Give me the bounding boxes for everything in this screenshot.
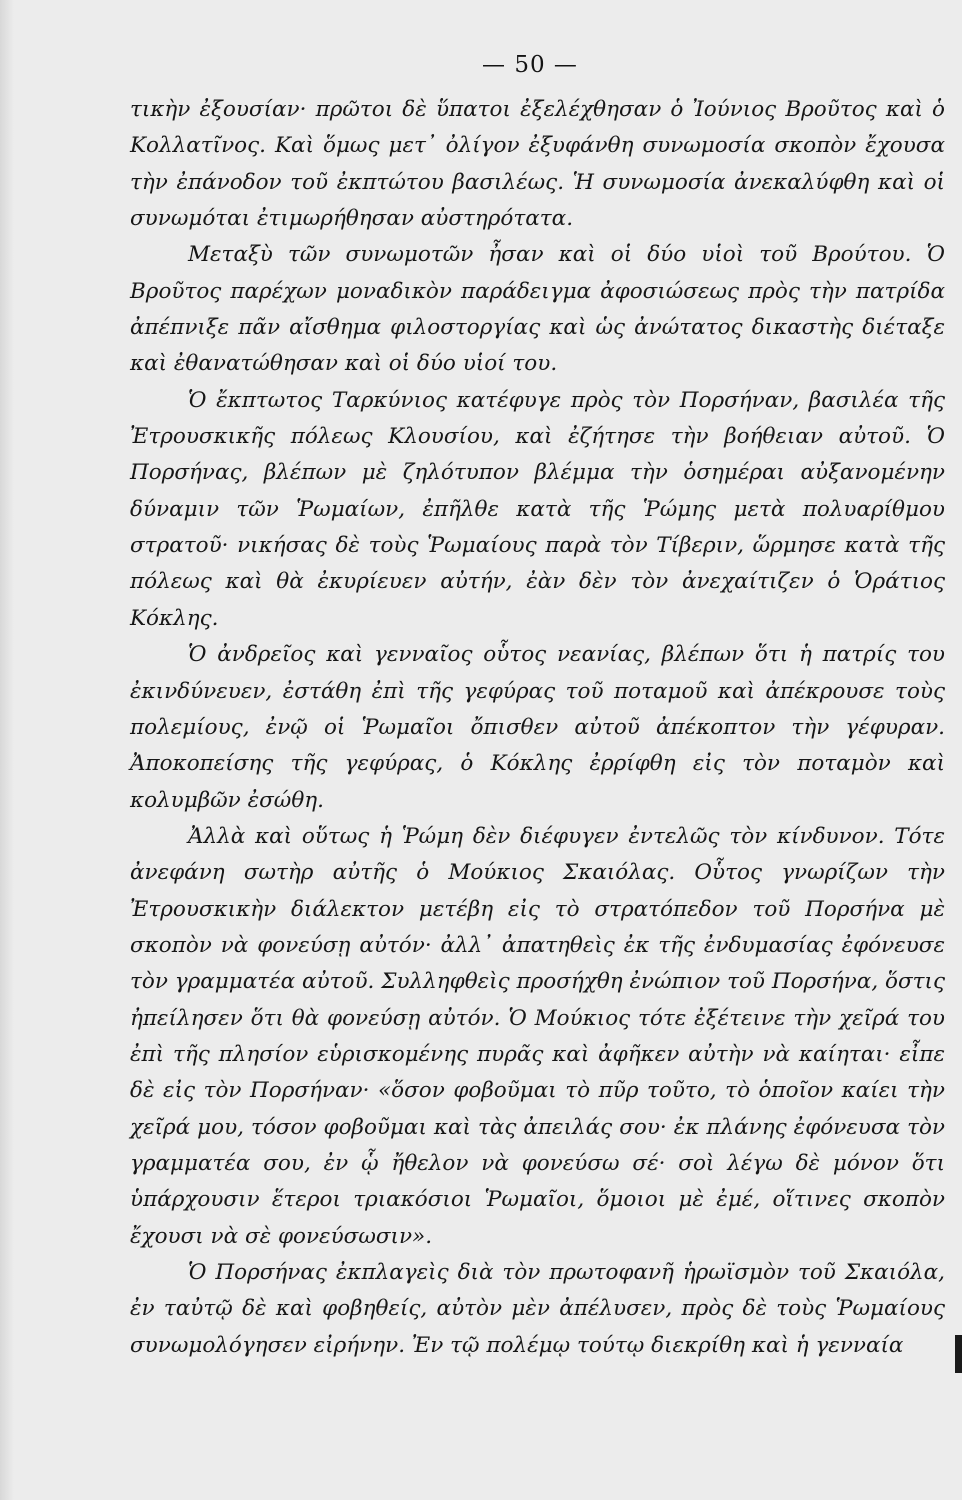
paragraph-4: Ὁ ἀνδρεῖος καὶ γενναῖος οὗτος νεανίας, βλέπων ὅτι ἡ πατρίς του ἐκινδύνευεν, ἐστάθη ἐπὶ τῆς γεφύρας τοῦ ποταμοῦ καὶ ἀπέκρουσε τοὺς πολεμίους, ἐνῷ οἱ Ῥωμαῖοι ὄπισθεν αὐτοῦ ἀπέκοπτον τὴν γέφυραν. Ἀποκοπείσης τῆς γεφύρας, ὁ Κόκλης ἐρρίφθη εἰς τὸν ποταμὸν καὶ κολυμβῶν ἐσώθη.	[130, 642, 945, 813]
body-text	[130, 92, 945, 1364]
paragraph-5: Ἀλλὰ καὶ οὕτως ἡ Ῥώμη δὲν διέφυγεν ἐντελῶς τὸν κίνδυνον. Τότε ἀνεφάνη σωτὴρ αὐτῆς ὁ Μούκιος Σκαιόλας. Οὗτος γνωρίζων τὴν Ἐτρουσκικὴν διάλεκτον μετέβη εἰς τὸ στρατόπεδον τοῦ Πορσήνα μὲ σκοπὸν νὰ φονεύσῃ αὐτόν· ἀλλ᾽ ἀπατηθεὶς ἐκ τῆς ἐνδυμασίας ἐφόνευσε τὸν γραμματέα αὐτοῦ. Συλληφθεὶς προσήχθη ἐνώπιον τοῦ Πορσήνα, ὅστις ἠπείλησεν ὅτι θὰ φονεύσῃ αὐτόν. Ὁ Μούκιος τότε ἐξέτεινε τὴν χεῖρά του ἐπὶ τῆς πλησίον εὑρισκομένης πυρᾶς καὶ ἀφῆκεν αὐτὴν νὰ καίηται· εἶπε δὲ εἰς τὸν Πορσήναν· «ὅσον φοβοῦμαι τὸ πῦρ τοῦτο, τὸ ὁποῖον καίει τὴν χεῖρά μου, τόσον φοβοῦμαι καὶ τὰς ἀπειλάς σου· ἐκ πλάνης ἐφόνευσα τὸν γραμματέα σου, ἐν ᾧ ἤθελον νὰ φονεύσω σέ· σοὶ λέγω δὲ μόνον ὅτι ὑπάρχουσιν ἕτεροι τριακόσιοι Ῥωμαῖοι, ὅμοιοι μὲ ἐμέ, οἵτινες σκοπὸν ἔχουσι νὰ σὲ φονεύσωσιν».	[130, 823, 945, 1249]
page-gutter-shadow	[0, 0, 14, 1500]
paragraph-2: Μεταξὺ τῶν συνωμοτῶν ἦσαν καὶ οἱ δύο υἱοὶ τοῦ Βρούτου. Ὁ Βροῦτος παρέχων μοναδικὸν παράδειγμα ἀφοσιώσεως πρὸς τὴν πατρίδα ἀπέπνιξε πᾶν αἴσθημα φιλοστοργίας καὶ ὡς ἀνώτατος δικαστὴς διέταξε καὶ ἐθανατώθησαν καὶ οἱ δύο υἱοί του.	[130, 242, 945, 377]
paragraph-3: Ὁ ἔκπτωτος Ταρκύνιος κατέφυγε πρὸς τὸν Πορσήναν, βασιλέα τῆς Ἐτρουσκικῆς πόλεως Κλουσίου, καὶ ἐζήτησε τὴν βοήθειαν αὐτοῦ. Ὁ Πορσήνας, βλέπων μὲ ζηλότυπον βλέμμα τὴν ὁσημέραι αὐξανομένην δύναμιν τῶν Ῥωμαίων, ἐπῆλθε κατὰ τῆς Ῥώμης μετὰ πολυαρίθμου στρατοῦ· νικήσας δὲ τοὺς Ῥωμαίους παρὰ τὸν Τίβεριν, ὥρμησε κατὰ τῆς πόλεως καὶ θὰ ἐκυρίευεν αὐτήν, ἐὰν δὲν τὸν ἀνεχαίτιζεν ὁ Ὁράτιος Κόκλης.	[130, 387, 945, 631]
page-number: — 50 —	[482, 52, 578, 78]
page-edge-mark	[955, 1335, 962, 1373]
paragraph-1: τικὴν ἐξουσίαν· πρῶτοι δὲ ὕπατοι ἐξελέχθησαν ὁ Ἰούνιος Βροῦτος καὶ ὁ Κολλατῖνος. Καὶ ὅμως μετ᾽ ὀλίγον ἐξυφάνθη συνωμοσία σκοπὸν ἔχουσα τὴν ἐπάνοδον τοῦ ἐκπτώτου βασιλέως. Ἡ συνωμοσία ἀνεκαλύφθη καὶ οἱ συνωμόται ἐτιμωρήθησαν αὐστηρότατα.	[130, 97, 945, 232]
paragraph-6: Ὁ Πορσήνας ἐκπλαγεὶς διὰ τὸν πρωτοφανῆ ἡρωϊσμὸν τοῦ Σκαιόλα, ἐν ταὐτῷ δὲ καὶ φοβηθείς, αὐτὸν μὲν ἀπέλυσεν, πρὸς δὲ τοὺς Ῥωμαίους συνωμολόγησεν εἰρήνην. Ἐν τῷ πολέμῳ τούτῳ διεκρίθη καὶ ἡ γενναία	[130, 1260, 945, 1358]
